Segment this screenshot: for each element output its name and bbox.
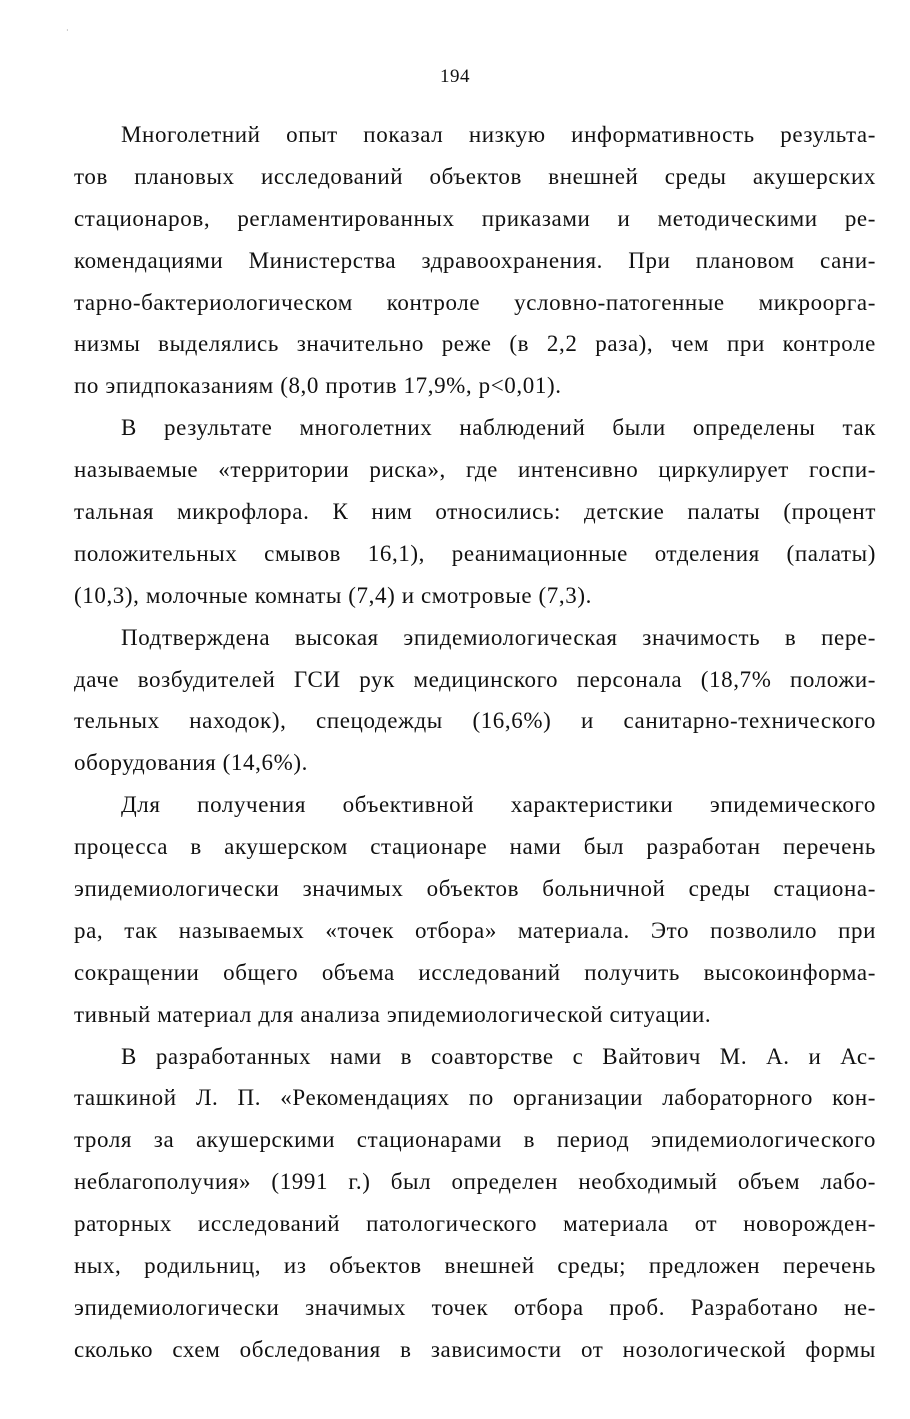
- text-line: ра, так называемых «точек отбора» материала. Это позволило при: [74, 917, 876, 943]
- text-line: эпидемиологически значимых точек отбора проб. Разработано не-: [74, 1294, 876, 1320]
- paragraph: [74, 114, 876, 407]
- body-text: [74, 114, 876, 1371]
- text-line: комендациями Министерства здравоохранения. При плановом сани-: [74, 247, 876, 273]
- text-line: сокращении общего объема исследований получить высокоинформа-: [74, 959, 876, 985]
- page-number: 194: [440, 66, 470, 87]
- text-line: называемые «территории риска», где интенсивно циркулирует госпи-: [74, 457, 876, 483]
- text-line: низмы выделялись значительно реже (в 2,2 раза), чем при контроле: [74, 331, 876, 357]
- text-line: Подтверждена высокая эпидемиологическая значимость в пере-: [121, 624, 876, 650]
- text-line: В результате многолетних наблюдений были определены так: [121, 415, 876, 441]
- paragraph: [74, 784, 876, 1035]
- text-line: стационаров, регламентированных приказами и методическими ре-: [74, 205, 876, 231]
- scan-speck: ·: [66, 26, 69, 35]
- text-line: положительных смывов 16,1), реанимационные отделения (палаты): [74, 540, 876, 566]
- text-line: В разработанных нами в соавторстве с Вайтович М. А. и Ас-: [121, 1043, 876, 1069]
- text-line: (10,3), молочные комнаты (7,4) и смотровые (7,3).: [74, 582, 592, 608]
- text-line: тельных находок), спецодежды (16,6%) и санитарно-технического: [74, 708, 876, 734]
- text-line: эпидемиологически значимых объектов больничной среды стациона-: [74, 876, 876, 902]
- text-line: даче возбудителей ГСИ рук медицинского персонала (18,7% положи-: [74, 666, 876, 692]
- text-line: неблагополучия» (1991 г.) был определен необходимый объем лабо-: [74, 1169, 876, 1195]
- text-line: раторных исследований патологического материала от новорожден-: [74, 1211, 876, 1237]
- text-line: троля за акушерскими стационарами в период эпидемиологического: [74, 1127, 876, 1153]
- text-line: по эпидпоказаниям (8,0 против 17,9%, p<0,01).: [74, 373, 562, 399]
- text-line: Для получения объективной характеристики эпидемического: [121, 792, 876, 818]
- text-line: тивный материал для анализа эпидемиологической ситуации.: [74, 1001, 712, 1027]
- paragraph: [74, 617, 876, 785]
- text-line: ташкиной Л. П. «Рекомендациях по организации лабораторного кон-: [74, 1085, 876, 1111]
- text-line: тов плановых исследований объектов внешней среды акушерских: [74, 163, 876, 189]
- text-line: оборудования (14,6%).: [74, 750, 308, 776]
- text-line: Многолетний опыт показал низкую информативность результа-: [121, 122, 876, 147]
- text-line: сколько схем обследования в зависимости от нозологической формы: [74, 1336, 876, 1362]
- text-line: тарно-бактериологическом контроле условно-патогенные микроорга-: [74, 289, 876, 315]
- text-line: процесса в акушерском стационаре нами был разработан перечень: [74, 834, 876, 860]
- text-line: тальная микрофлора. К ним относились: детские палаты (процент: [74, 499, 876, 525]
- paragraph: [74, 1036, 876, 1371]
- paragraph: [74, 407, 876, 616]
- text-line: ных, родильниц, из объектов внешней среды; предложен перечень: [74, 1253, 876, 1279]
